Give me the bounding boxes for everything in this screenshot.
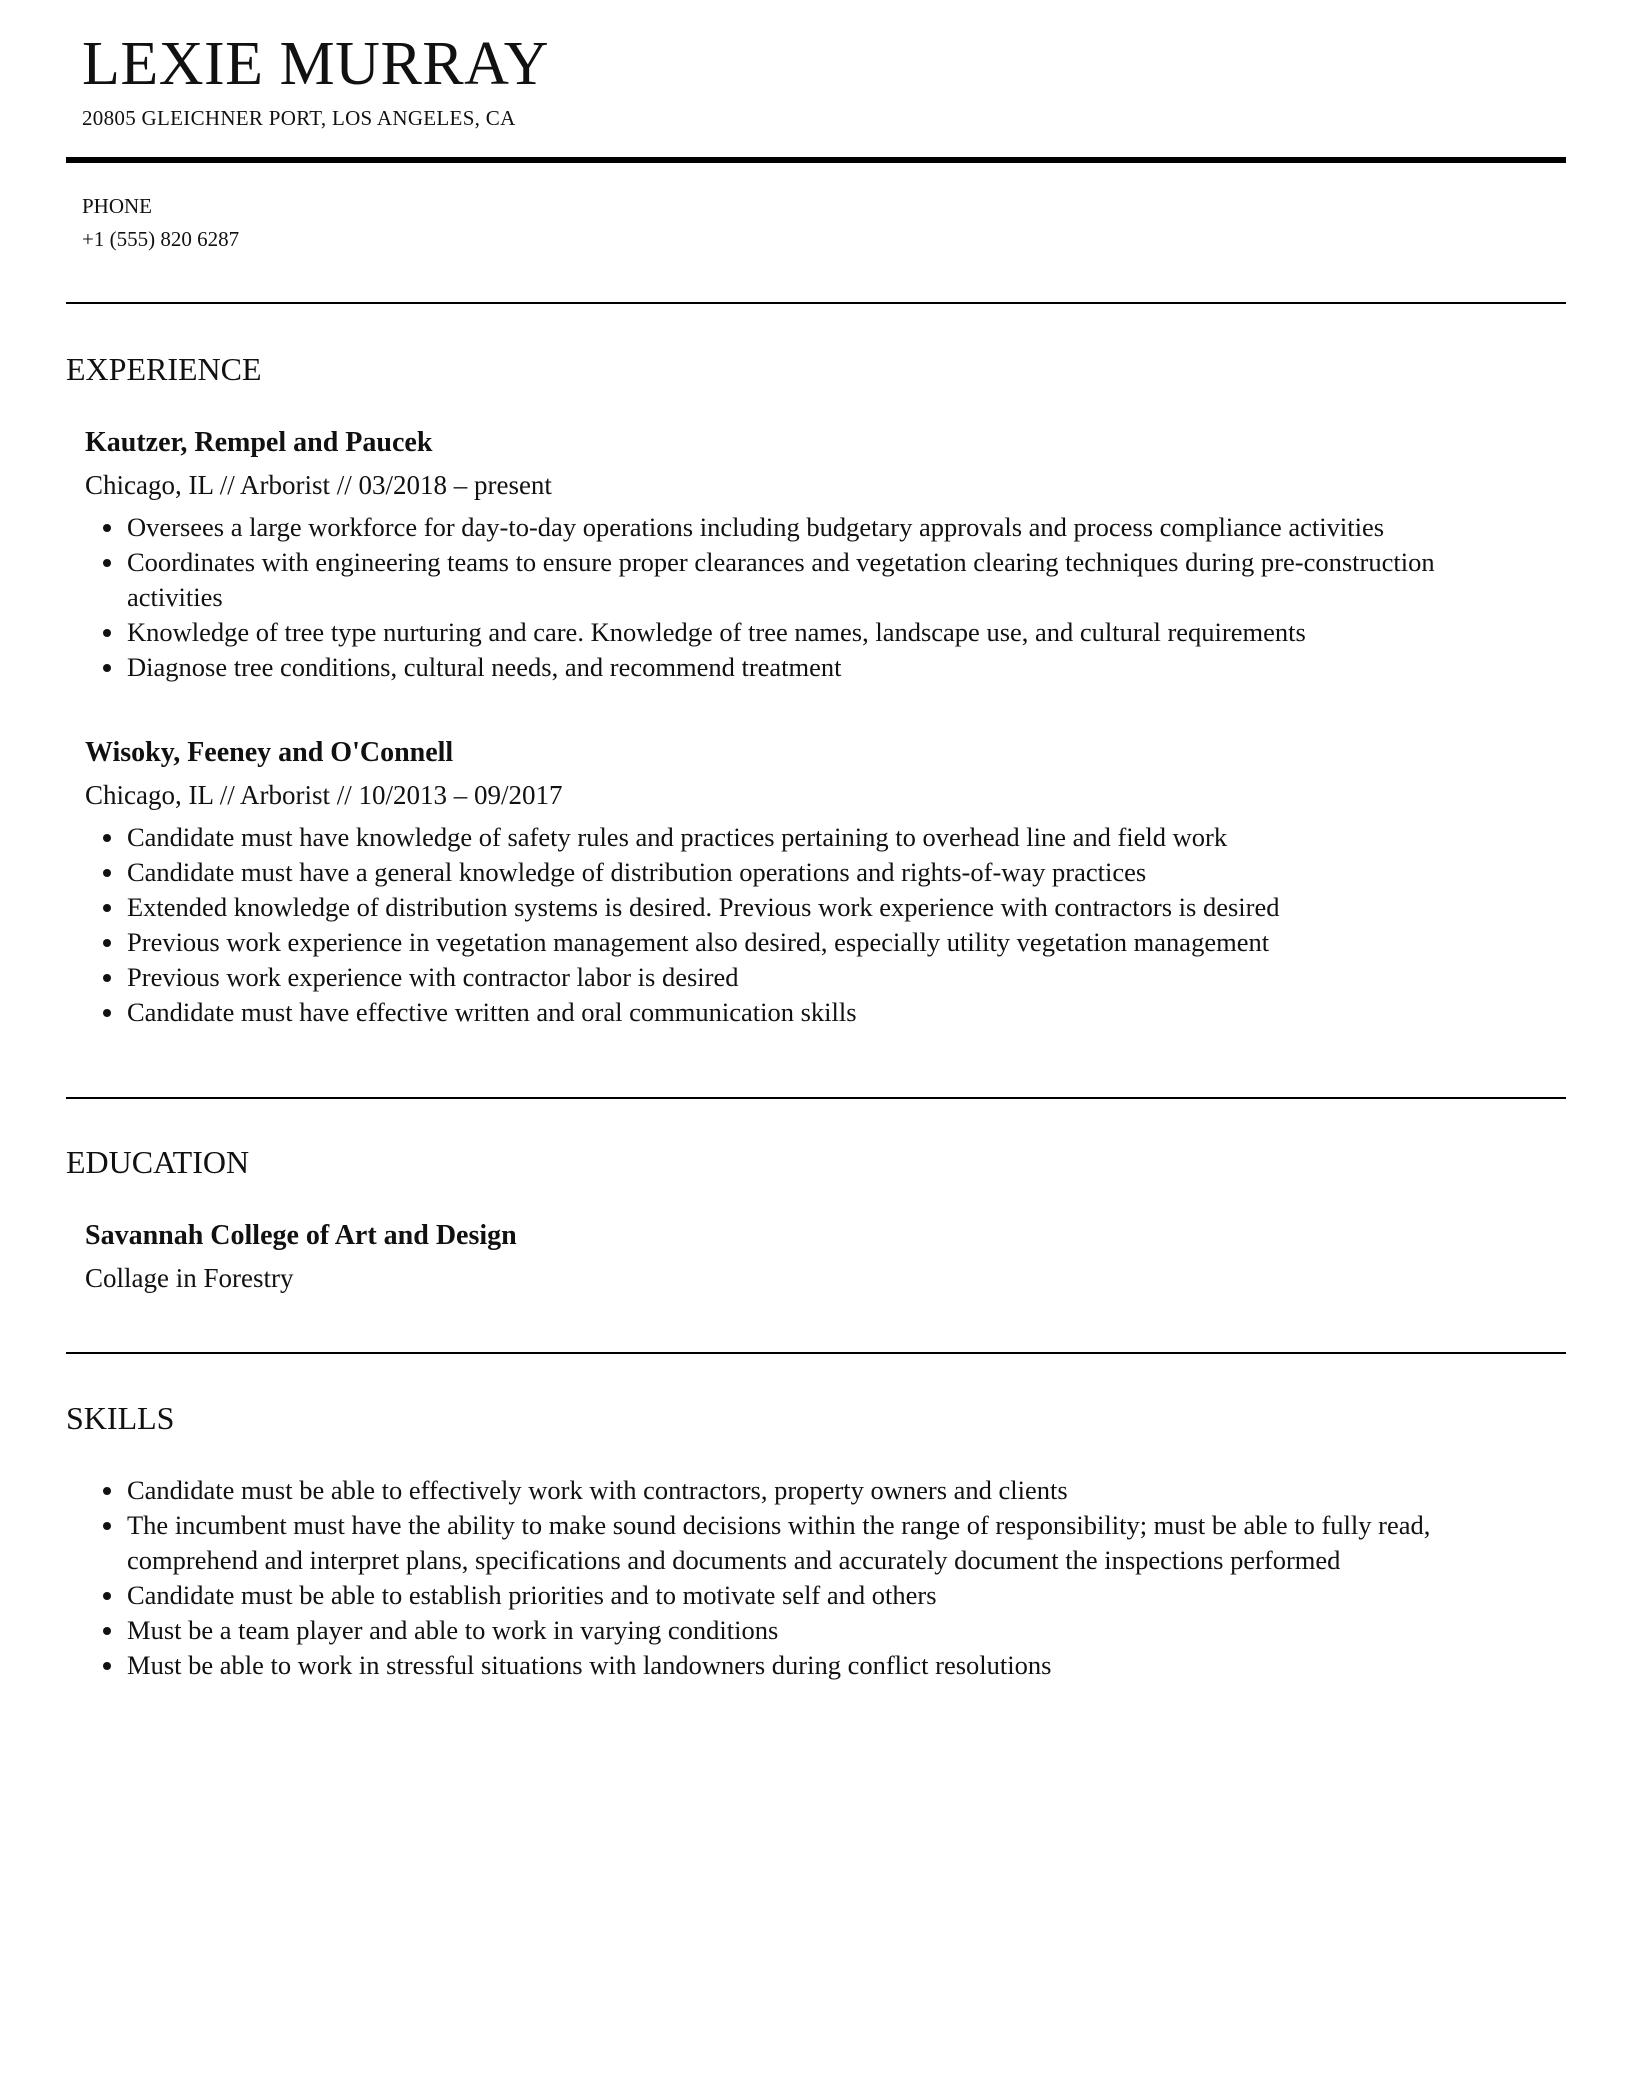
skill-item: The incumbent must have the ability to make sound decisions within the range of responsibility; must be able to fully read, comprehend and interpret plans, specifications and documents and accurately document the inspections performed: [127, 1508, 1555, 1578]
job-bullet: Coordinates with engineering teams to ensure proper clearances and vegetation clearing techniques during pre-construction activities: [127, 545, 1555, 615]
job-company: Wisoky, Feeney and O'Connell: [85, 737, 454, 768]
job-entry: [85, 735, 1555, 1030]
phone-label: PHONE: [82, 194, 153, 218]
phone-value: +1 (555) 820 6287: [82, 227, 240, 251]
experience-divider: [66, 1097, 1566, 1099]
education-heading: EDUCATION: [66, 1144, 250, 1180]
contact-divider: [66, 302, 1566, 304]
skills-heading: SKILLS: [66, 1400, 175, 1436]
job-bullets: [85, 820, 1555, 1030]
job-bullet: Candidate must have effective written and oral communication skills: [127, 995, 1555, 1030]
skill-item: Candidate must be able to establish priorities and to motivate self and others: [127, 1578, 1555, 1613]
job-bullets: [85, 510, 1555, 685]
job-meta: Chicago, IL // Arborist // 03/2018 – present: [85, 470, 552, 500]
header-divider: [66, 157, 1566, 163]
job-bullet: Extended knowledge of distribution systems is desired. Previous work experience with contractors is desired: [127, 890, 1555, 925]
candidate-address: 20805 GLEICHNER PORT, LOS ANGELES, CA: [82, 106, 516, 130]
skill-item: Must be a team player and able to work in varying conditions: [127, 1613, 1555, 1648]
experience-heading: EXPERIENCE: [66, 351, 262, 387]
degree: Collage in Forestry: [85, 1263, 294, 1293]
candidate-name: LEXIE MURRAY: [82, 30, 550, 98]
school-name: Savannah College of Art and Design: [85, 1220, 517, 1251]
job-entry: [85, 425, 1555, 685]
skill-item: Candidate must be able to effectively work with contractors, property owners and clients: [127, 1473, 1555, 1508]
job-bullet: Candidate must have knowledge of safety rules and practices pertaining to overhead line and field work: [127, 820, 1555, 855]
skills-bullets: [85, 1473, 1555, 1683]
job-company: Kautzer, Rempel and Paucek: [85, 427, 433, 458]
skills-list: [85, 1473, 1555, 1683]
job-bullet: Previous work experience with contractor labor is desired: [127, 960, 1555, 995]
education-divider: [66, 1352, 1566, 1354]
job-bullet: Knowledge of tree type nurturing and care. Knowledge of tree names, landscape use, and cultural requirements: [127, 615, 1555, 650]
education-entry: [85, 1218, 1555, 1295]
job-meta: Chicago, IL // Arborist // 10/2013 – 09/2017: [85, 780, 563, 810]
skill-item: Must be able to work in stressful situations with landowners during conflict resolutions: [127, 1648, 1555, 1683]
job-bullet: Candidate must have a general knowledge of distribution operations and rights-of-way practices: [127, 855, 1555, 890]
job-bullet: Diagnose tree conditions, cultural needs, and recommend treatment: [127, 650, 1555, 685]
job-bullet: Oversees a large workforce for day-to-day operations including budgetary approvals and process compliance activities: [127, 510, 1555, 545]
job-bullet: Previous work experience in vegetation management also desired, especially utility vegetation management: [127, 925, 1555, 960]
